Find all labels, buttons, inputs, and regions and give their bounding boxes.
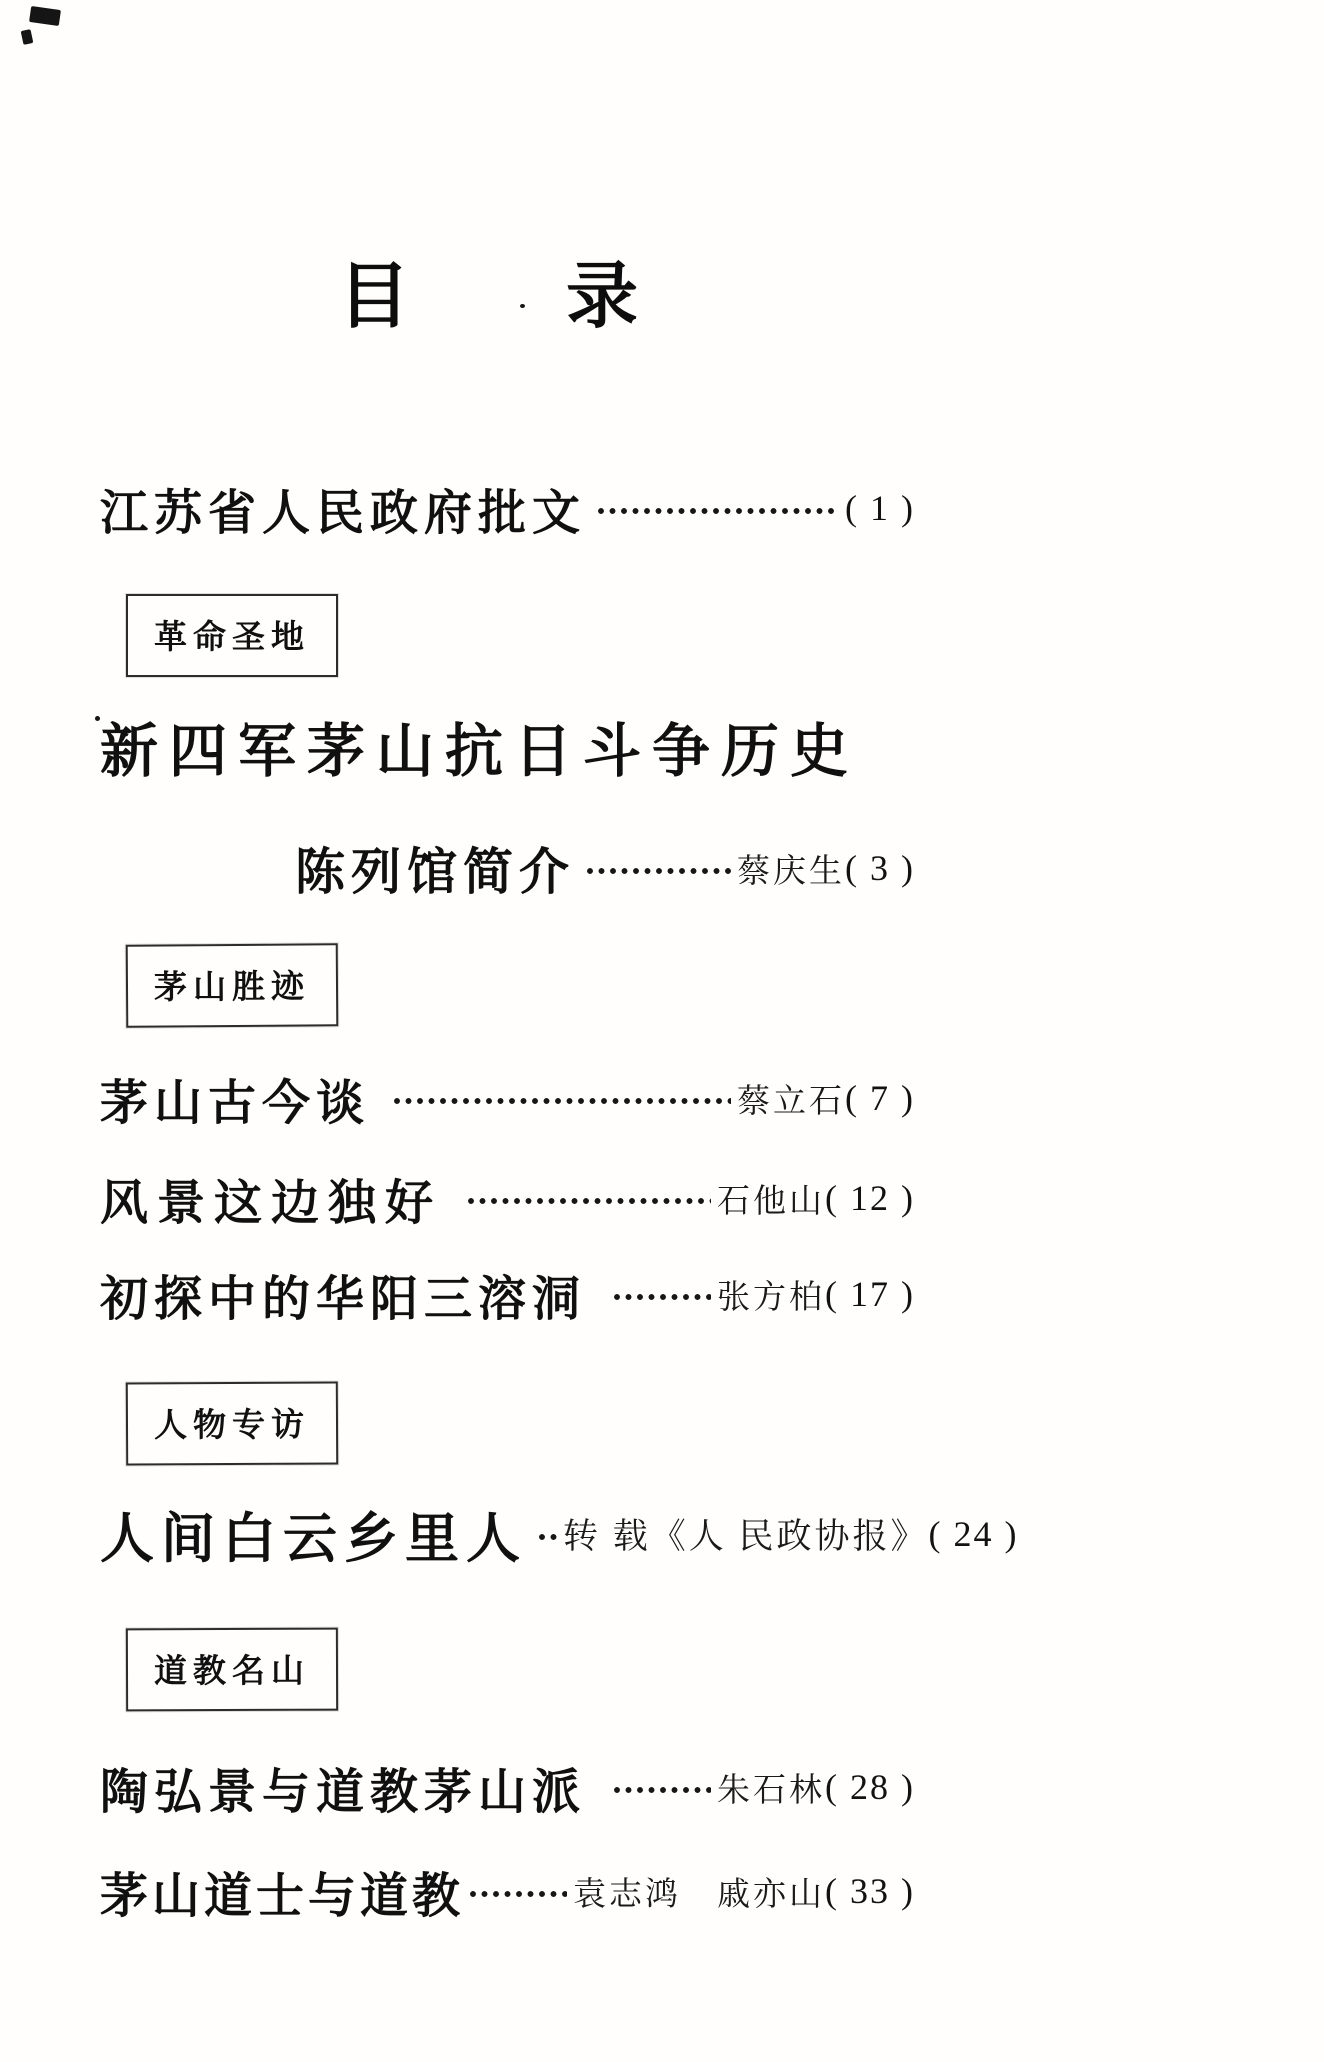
scan-artifact [21, 29, 34, 45]
toc-entry [100, 1848, 915, 1934]
dot-leader [537, 1528, 557, 1546]
toc-entry [100, 1488, 1019, 1580]
toc-entry [100, 828, 915, 908]
entry-author: 张方柏 [717, 1279, 826, 1316]
entry-title: 江苏省人民政府批文 [100, 486, 587, 540]
entry-author: 石他山 [717, 1183, 826, 1220]
section-label-text: 茅山胜迹 [153, 967, 311, 1006]
scan-artifact [29, 6, 61, 26]
toc-entry [100, 1744, 915, 1830]
page-title: 目 录 [337, 257, 642, 337]
page-number: ( 33 ) [825, 1871, 915, 1911]
section-label-text: 革命圣地 [154, 618, 310, 655]
section-label-revolutionary-site [126, 594, 338, 677]
entry-author: 袁志鸿 戚亦山 [573, 1876, 826, 1913]
toc-entry [100, 1158, 915, 1238]
entry-title: 风景这边独好 [100, 1176, 443, 1230]
entry-author: 蔡立石 [737, 1083, 846, 1120]
dot-leader [466, 1192, 711, 1210]
page-number: ( 17 ) [825, 1274, 915, 1314]
page-number: ( 12 ) [825, 1178, 915, 1218]
entry-title: 初探中的华阳三溶洞 [100, 1272, 587, 1326]
dot-leader [596, 502, 839, 520]
toc-entry [100, 1254, 915, 1334]
dot-leader [468, 1885, 567, 1903]
section-label-maoshan-sights [126, 943, 339, 1027]
entry-author: 蔡庆生 [737, 853, 846, 890]
page-number: ( 1 ) [845, 488, 915, 528]
page-number: ( 7 ) [845, 1078, 915, 1118]
toc-entry [100, 1058, 915, 1138]
toc-entry [100, 700, 915, 792]
entry-title: 茅山古今谈 [100, 1076, 371, 1130]
dot-leader [392, 1092, 731, 1110]
section-label-text: 道教名山 [153, 1651, 311, 1690]
page-number: ( 24 ) [928, 1514, 1019, 1554]
entry-title: 茅山道士与道教 [100, 1869, 465, 1923]
page-number: ( 3 ) [845, 848, 915, 888]
entry-subtitle: 陈列馆简介 [295, 844, 575, 900]
entry-author: 转 载《人 民政协报》 [563, 1517, 929, 1556]
dot-leader [585, 862, 731, 880]
entry-title: 人间白云乡里人 [100, 1508, 527, 1569]
dot-leader [612, 1781, 711, 1799]
toc-entry [100, 468, 915, 548]
entry-title: 陶弘景与道教茅山派 [100, 1765, 587, 1819]
dot-leader [612, 1288, 711, 1306]
section-label-taoist-mountain [126, 1628, 338, 1712]
entry-title: 新四军茅山抗日斗争历史 [100, 719, 860, 784]
entry-author: 朱石林 [717, 1772, 826, 1809]
page-number: ( 28 ) [825, 1767, 915, 1807]
section-label-text: 人物专访 [153, 1405, 311, 1444]
section-label-people-interview [126, 1381, 338, 1465]
